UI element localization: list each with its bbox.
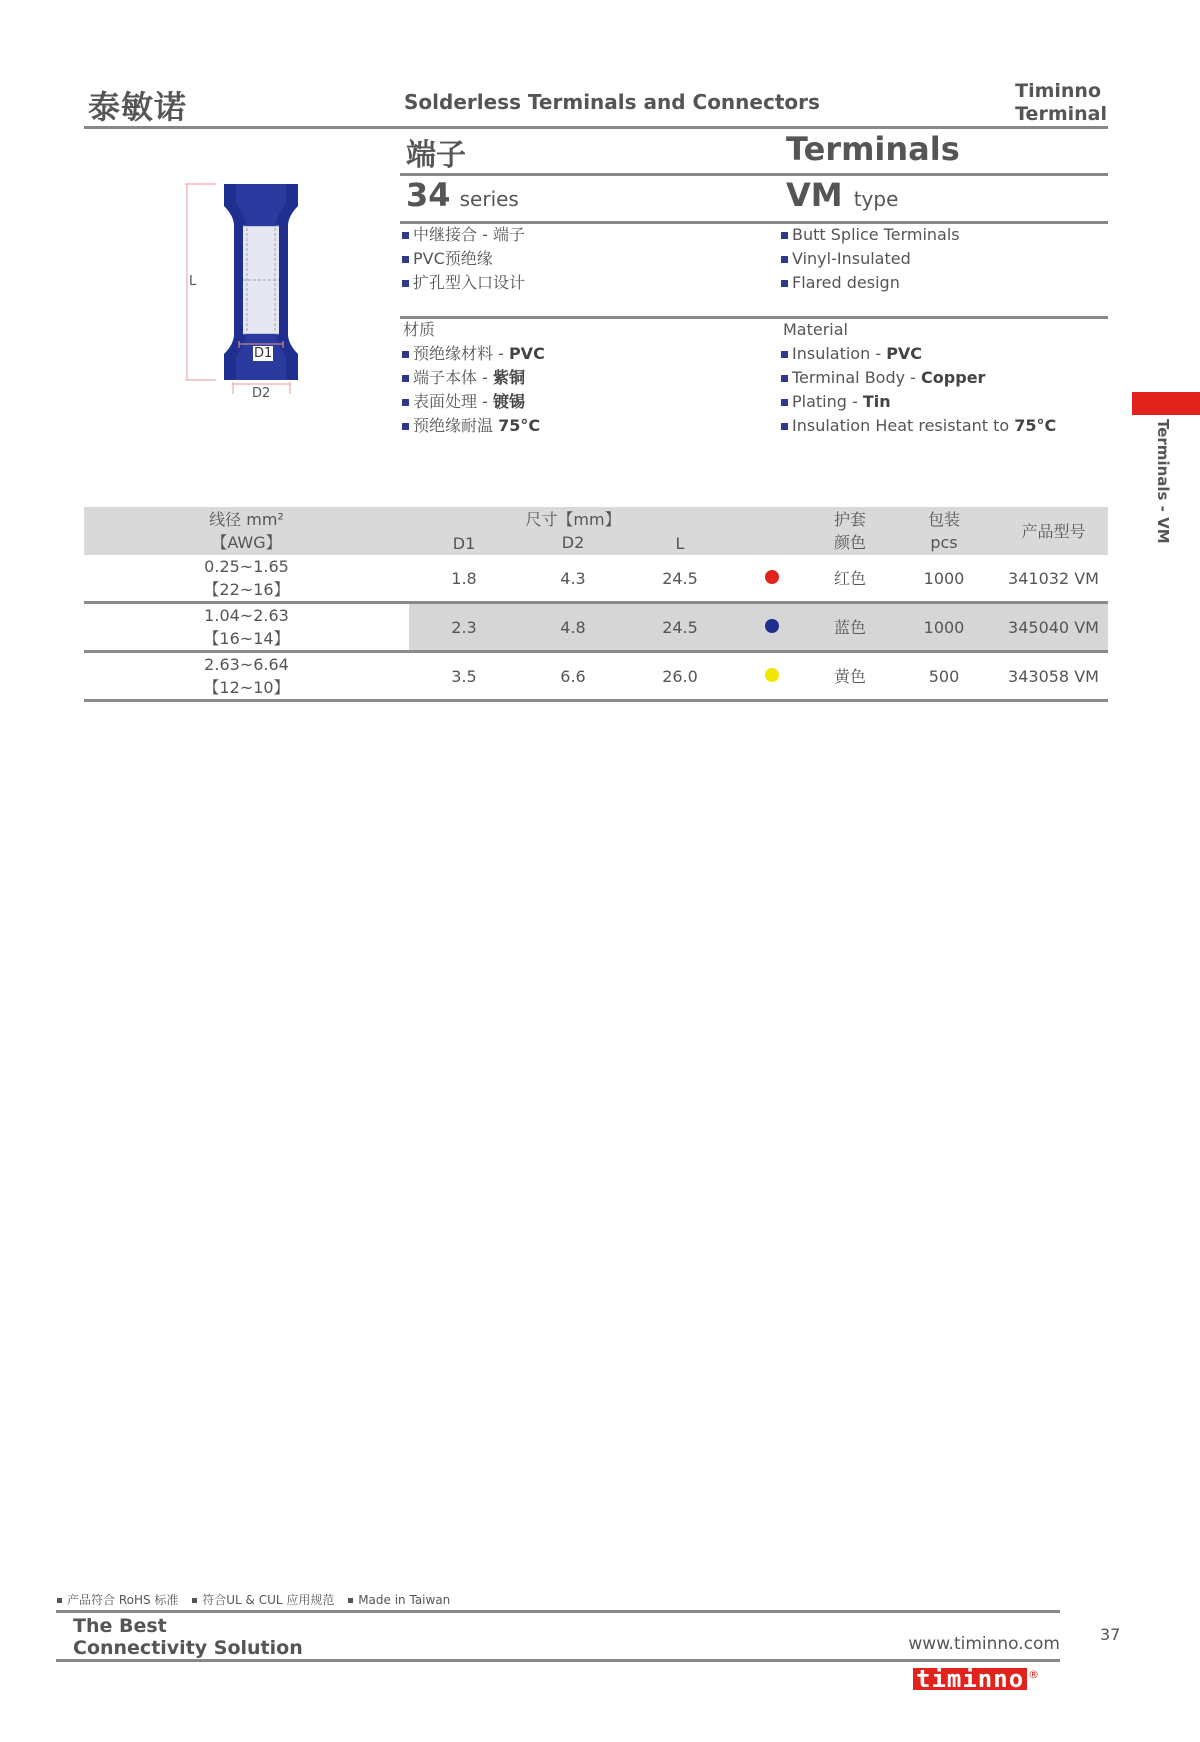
- material-value: 镀锡: [492, 392, 525, 411]
- list-item: Butt Splice Terminals: [780, 223, 960, 247]
- list-item: [780, 390, 1056, 414]
- material-value: 75°C: [1014, 416, 1057, 435]
- list-item: [401, 342, 545, 366]
- cell-pcs: 500: [889, 652, 999, 701]
- header-pack-line2: pcs: [930, 533, 958, 552]
- header-color-line2: 颜色: [833, 533, 866, 552]
- header-pack-line1: 包装: [927, 510, 960, 529]
- material-value: PVC: [886, 344, 923, 363]
- table-row: [84, 603, 1108, 652]
- material-value: 紫铜: [492, 368, 525, 387]
- logo-mark: ®: [1028, 1668, 1040, 1681]
- footer-website[interactable]: www.timinno.com: [908, 1634, 1060, 1654]
- section-title: Solderless Terminals and Connectors: [404, 90, 820, 114]
- header-pack: [889, 507, 999, 555]
- features-rule: [400, 316, 1108, 319]
- brand-cn: 泰敏诺: [88, 88, 188, 126]
- material-title-en: Material: [783, 320, 848, 339]
- header-wire-line1: 线径 mm²: [209, 510, 284, 529]
- footer-top-rule: [56, 1610, 1060, 1613]
- footer-slogan: [73, 1615, 303, 1659]
- header-size-group: 尺寸【mm】: [525, 510, 621, 529]
- series-label: [406, 176, 519, 214]
- header-dot: [733, 507, 811, 555]
- terminal-diagram: [180, 176, 310, 406]
- cell-wire-awg: 【16~14】: [203, 629, 290, 648]
- color-dot-icon: [765, 668, 779, 682]
- title-en: Terminals: [786, 130, 960, 168]
- cell-dot: [733, 652, 811, 701]
- list-item: [780, 414, 1056, 438]
- cell-pcs: 1000: [889, 603, 999, 652]
- list-item: [401, 414, 545, 438]
- cell-wire: [84, 652, 409, 701]
- cell-l: 24.5: [627, 555, 733, 603]
- materials-cn-list: [401, 342, 545, 438]
- cell-d1: 3.5: [409, 652, 519, 701]
- header-wire-line2: 【AWG】: [211, 533, 282, 552]
- table-header-row: [84, 507, 1108, 555]
- cell-dot: [733, 603, 811, 652]
- material-label: 预绝缘材料 -: [413, 344, 509, 363]
- header-d1: [409, 507, 519, 555]
- list-item: [780, 342, 1056, 366]
- color-dot-icon: [765, 619, 779, 633]
- material-label: 表面处理 -: [413, 392, 493, 411]
- list-item: Flared design: [780, 271, 960, 295]
- cell-d1: 1.8: [409, 555, 519, 603]
- cell-wire-mm: 0.25~1.65: [204, 557, 289, 576]
- cell-l: 26.0: [627, 652, 733, 701]
- header-color: [811, 507, 889, 555]
- header-l-label: L: [675, 534, 685, 553]
- series-number: 34: [406, 176, 451, 214]
- list-item: [401, 366, 545, 390]
- list-item: Vinyl-Insulated: [780, 247, 960, 271]
- dim-label-d2: D2: [252, 386, 271, 401]
- slogan-line2: Connectivity Solution: [73, 1637, 303, 1659]
- spec-table: [84, 507, 1108, 702]
- footer-note: Made in Taiwan: [358, 1593, 451, 1607]
- cell-color: 红色: [811, 555, 889, 603]
- cell-wire-mm: 1.04~2.63: [204, 606, 289, 625]
- list-item: PVC预绝缘: [401, 247, 525, 271]
- material-label: Insulation Heat resistant to: [792, 416, 1015, 435]
- cell-color: 蓝色: [811, 603, 889, 652]
- materials-en-list: [780, 342, 1056, 438]
- features-en-list: [780, 223, 960, 295]
- cell-wire: [84, 555, 409, 603]
- header-d2: [519, 507, 627, 555]
- footer-note: 符合UL & CUL 应用规范: [202, 1593, 335, 1607]
- logo-text: timinno: [913, 1668, 1027, 1690]
- material-value: Copper: [921, 368, 986, 387]
- color-dot-icon: [765, 570, 779, 584]
- header-l: [627, 507, 733, 555]
- table-row: [84, 652, 1108, 701]
- type-label: [786, 176, 898, 214]
- cell-model: 343058 VM: [999, 652, 1108, 701]
- dim-label-d1: D1: [254, 346, 273, 361]
- page-number: 37: [1100, 1625, 1121, 1644]
- cell-l: 24.5: [627, 603, 733, 652]
- material-value: PVC: [508, 344, 545, 363]
- side-tab-marker: [1132, 392, 1200, 415]
- title-cn: 端子: [406, 138, 466, 173]
- list-item: 中继接合 - 端子: [401, 223, 525, 247]
- header-model: 产品型号: [999, 507, 1108, 555]
- cell-wire-awg: 【22~16】: [203, 580, 290, 599]
- material-value: Tin: [862, 392, 891, 411]
- side-tab-label: Terminals - VM: [1154, 419, 1172, 544]
- slogan-line1: The Best: [73, 1615, 167, 1637]
- dim-label-l: L: [189, 274, 197, 289]
- cell-dot: [733, 555, 811, 603]
- cell-wire-awg: 【12~10】: [203, 678, 290, 697]
- cell-d1: 2.3: [409, 603, 519, 652]
- material-label: Insulation -: [792, 344, 887, 363]
- type-code: VM: [786, 176, 843, 214]
- timinno-logo: [913, 1665, 1040, 1693]
- header-color-line1: 护套: [833, 510, 866, 529]
- cell-pcs: 1000: [889, 555, 999, 603]
- header-d2-label: D2: [561, 533, 585, 552]
- brand-en-line2: Terminal: [1015, 103, 1107, 125]
- header-wire: [84, 507, 409, 555]
- cell-wire: [84, 603, 409, 652]
- series-word: series: [459, 187, 519, 211]
- cell-d2: 4.3: [519, 555, 627, 603]
- list-item: [401, 390, 545, 414]
- cell-model: 345040 VM: [999, 603, 1108, 652]
- cell-d2: 6.6: [519, 652, 627, 701]
- list-item: 扩孔型入口设计: [401, 271, 525, 295]
- header-d1-label: D1: [452, 534, 476, 553]
- brand-en: [1015, 80, 1107, 126]
- cell-model: 341032 VM: [999, 555, 1108, 603]
- material-label: Plating -: [792, 392, 863, 411]
- list-item: [780, 366, 1056, 390]
- table-row: [84, 555, 1108, 603]
- cell-d2: 4.8: [519, 603, 627, 652]
- type-word: type: [853, 187, 899, 211]
- material-label: Terminal Body -: [792, 368, 922, 387]
- material-label: 预绝缘耐温: [413, 416, 499, 435]
- footer-bottom-rule: [56, 1659, 1060, 1662]
- footer-note: 产品符合 RoHS 标准: [67, 1593, 179, 1607]
- cell-wire-mm: 2.63~6.64: [204, 655, 289, 674]
- material-label: 端子本体 -: [413, 368, 493, 387]
- cell-color: 黄色: [811, 652, 889, 701]
- material-title-cn: 材质: [403, 320, 436, 339]
- material-value: 75°C: [498, 416, 541, 435]
- brand-en-line1: Timinno: [1015, 80, 1102, 102]
- footer-notes: [57, 1591, 450, 1608]
- features-cn-list: [401, 223, 525, 295]
- header-rule: [84, 126, 1108, 129]
